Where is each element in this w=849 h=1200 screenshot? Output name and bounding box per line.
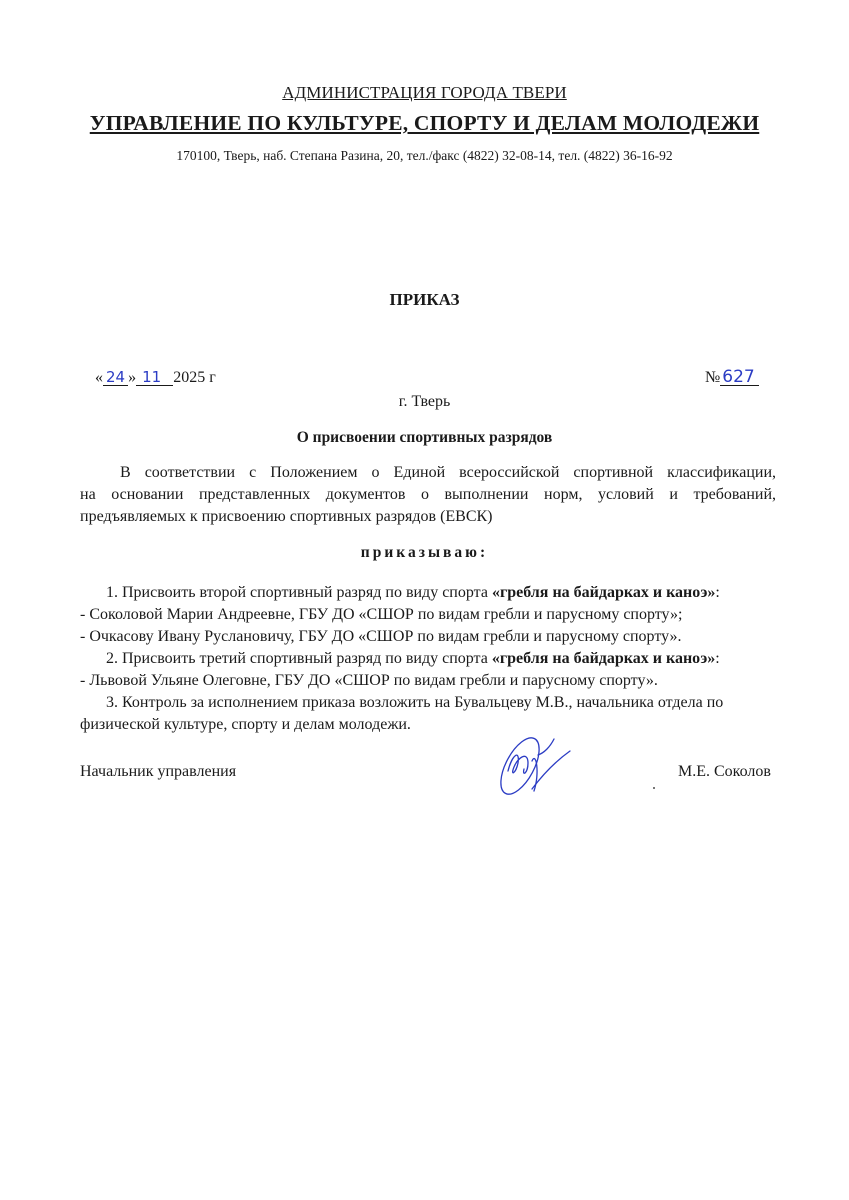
- preamble: [80, 462, 776, 528]
- order-body: [80, 582, 780, 736]
- person-3: - Львовой Ульяне Олеговне, ГБУ ДО «СШОР по видам гребли и парусному спорту».: [80, 672, 658, 689]
- order-item-1: [80, 582, 780, 604]
- item-1-sport: «гребля на байдарках и каноэ»: [491, 584, 716, 601]
- document-date: [95, 369, 216, 387]
- item-2-tail: :: [715, 650, 720, 667]
- item-1-tail: :: [715, 584, 720, 601]
- order-item-2: [80, 648, 780, 670]
- preamble-line-1: В соответствии с Положением о Единой всероссийской спортивной классификации,: [120, 464, 776, 481]
- item-1-text: 1. Присвоить второй спортивный разряд по виду спорта: [106, 584, 492, 601]
- date-open-quote: «: [95, 369, 103, 386]
- document-number: [705, 369, 759, 387]
- date-day: 24: [103, 369, 128, 386]
- person-2: - Очкасову Ивану Руслановичу, ГБУ ДО «СШОР по видам гребли и парусному спорту».: [80, 628, 682, 645]
- item-2-text: 2. Присвоить третий спортивный разряд по виду спорта: [106, 650, 492, 667]
- department-title: УПРАВЛЕНИЕ ПО КУЛЬТУРЕ, СПОРТУ И ДЕЛАМ МОЛОДЕЖИ: [89, 111, 760, 135]
- document-type: ПРИКАЗ: [389, 290, 460, 309]
- person-1: - Соколовой Марии Андреевне, ГБУ ДО «СШОР по видам гребли и парусному спорту»;: [80, 606, 683, 623]
- stray-mark: [653, 787, 655, 789]
- date-year: 2025 г: [173, 369, 216, 386]
- preamble-line-2: на основании представленных документов о выполнении норм, условий и требований,: [80, 486, 776, 503]
- item-2-sport: «гребля на байдарках и каноэ»: [491, 650, 716, 667]
- control-line-1: 3. Контроль за исполнением приказа возложить на Бувальцеву М.В., начальника отдела по: [106, 694, 724, 711]
- administration-title: АДМИНИСТРАЦИЯ ГОРОДА ТВЕРИ: [282, 83, 567, 102]
- number-label: №: [705, 369, 721, 386]
- document-city: г. Тверь: [398, 393, 451, 410]
- handwritten-signature: [488, 733, 578, 803]
- number-value: 627: [720, 369, 758, 386]
- signatory-position: Начальник управления: [80, 763, 237, 780]
- date-month: 11: [136, 369, 173, 386]
- document-subject: О присвоении спортивных разрядов: [296, 429, 553, 446]
- address-line: 170100, Тверь, наб. Степана Разина, 20, тел./факс (4822) 32-08-14, тел. (4822) 36-16-92: [176, 148, 673, 163]
- date-close-quote: »: [128, 369, 137, 386]
- preamble-line-3: предъявляемых к присвоению спортивных разрядов (ЕВСК): [80, 508, 493, 525]
- control-line-2: физической культуре, спорту и делам молодежи.: [80, 716, 411, 733]
- order-word: приказываю:: [360, 544, 489, 561]
- signatory-name: М.Е. Соколов: [678, 763, 771, 780]
